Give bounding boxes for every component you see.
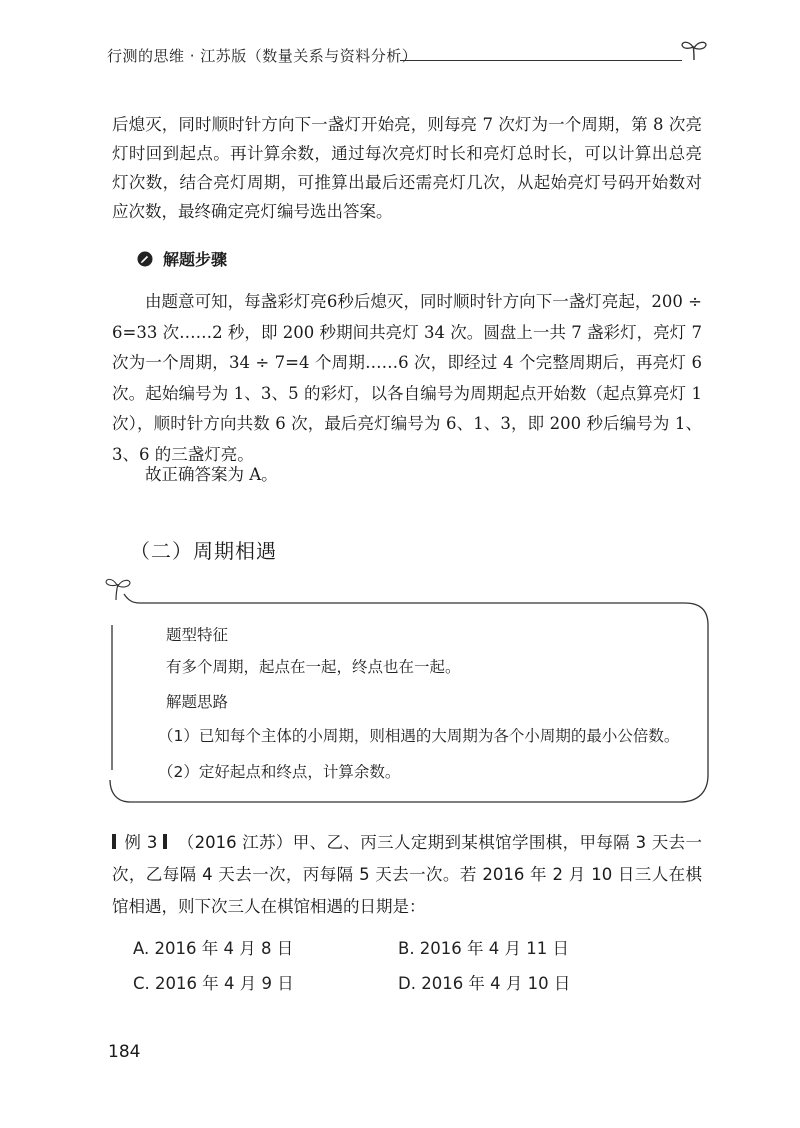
option-c: C. 2016 年 4 月 9 日 <box>133 974 294 993</box>
sprout-icon <box>680 36 708 62</box>
example-text: （2016 江苏）甲、乙、丙三人定期到某棋馆学围棋，甲每隔 3 天去一次，乙每隔 4 天去一次，丙每隔 5 天去一次。若 2016 年 2 月 10 日三人在棋馆相遇，则下次三人在棋馆相遇的日期是： <box>112 833 702 916</box>
solution-heading-label: 解题步骤 <box>163 250 228 269</box>
solution-paragraph: 由题意可知，每盏彩灯亮6秒后熄灭，同时顺时针方向下一盏灯亮起，200 ÷ 6=33 次……2 秒，即 200 秒期间共亮灯 34 次。圆盘上一共 7 盏彩灯，亮灯 7 次为一个周期，34 ÷ 7=4 个周期……6 次，即经过 4 个完整周期后，再亮灯 6 次。起始编号为 1、3、5 的彩灯，以各自编号为周期起点开始数（起点算亮灯 1 次），顺时针方向共数 6 次，最后亮灯编号为 6、1、3，即 200 秒后编号为 1、3、6 的三盏灯亮。 <box>112 292 702 464</box>
approach-label: 解题思路 <box>166 693 229 711</box>
option-d: D. 2016 年 4 月 10 日 <box>398 974 571 993</box>
answer-line: 故正确答案为 A。 <box>145 465 278 484</box>
option-a: A. 2016 年 4 月 8 日 <box>133 939 294 958</box>
example-label: 例 3 <box>124 833 158 852</box>
feature-label: 题型特征 <box>166 626 229 644</box>
solution-heading <box>137 247 227 270</box>
feature-text: 有多个周期，起点在一起，终点也在一起。 <box>166 658 461 676</box>
pencil-badge-icon <box>137 251 153 267</box>
page-number: 184 <box>108 1042 141 1062</box>
example-question <box>112 827 702 923</box>
example-marker-end-icon <box>163 834 167 849</box>
header-rule <box>400 60 682 61</box>
section-title: （二）周期相遇 <box>130 539 277 563</box>
example-marker-icon <box>112 834 116 849</box>
option-b: B. 2016 年 4 月 11 日 <box>398 939 570 958</box>
analysis-paragraph: 后熄灭，同时顺时针方向下一盏灯开始亮，则每亮 7 次灯为一个周期，第 8 次亮灯时回到起点。再计算余数，通过每次亮灯时长和亮灯总时长，可以计算出总亮灯次数，结合亮灯周期，可推算出最后还需亮灯几次，从起始亮灯号码开始数对应次数，最终确定亮灯编号选出答案。 <box>112 115 702 221</box>
running-header: 行测的思维 · 江苏版（数量关系与资料分析） <box>107 47 418 65</box>
approach-item-1: （1）已知每个主体的小周期，则相遇的大周期为各个小周期的最小公倍数。 <box>158 727 680 745</box>
approach-item-2: （2）定好起点和终点，计算余数。 <box>158 763 401 781</box>
